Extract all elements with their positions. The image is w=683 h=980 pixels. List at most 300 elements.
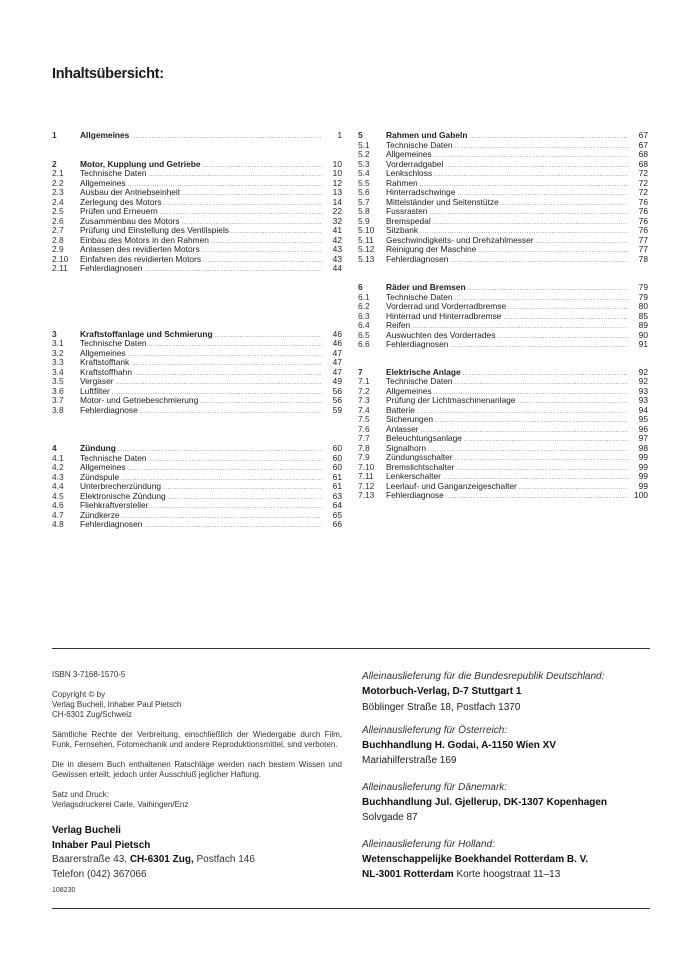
toc-page: 56 <box>332 385 342 396</box>
toc-label: Fliehkraftversteller <box>80 500 149 510</box>
printer-info <box>52 790 342 810</box>
dot-leader <box>508 304 628 314</box>
toc-label: Allgemeines <box>80 177 126 188</box>
toc-number: 3.2 <box>52 347 64 358</box>
dot-leader <box>163 200 322 210</box>
toc-page: 76 <box>638 215 648 226</box>
toc-label: Luftfilter <box>80 385 110 396</box>
toc-label: Technische Daten <box>80 452 147 463</box>
distributor-name: Buchhandlung Jul. Gjellerup, DK-1307 Kopenhagen <box>362 797 608 809</box>
toc-label: Elektronische Zündung <box>80 490 166 501</box>
toc-right-column <box>358 131 648 501</box>
toc-page: 46 <box>332 328 342 339</box>
isbn: ISBN 3-7168-1570-5 <box>52 670 126 679</box>
dot-leader <box>519 484 628 494</box>
toc-page: 77 <box>638 234 648 245</box>
toc-number: 2.10 <box>52 253 69 264</box>
toc-page: 60 <box>332 462 342 472</box>
toc-page: 12 <box>332 177 342 188</box>
toc-page: 99 <box>638 461 648 472</box>
toc-label: Vergaser <box>80 376 114 386</box>
toc-label: Batterie <box>386 404 415 415</box>
toc-label: Motor, Kupplung und Getriebe <box>80 158 201 169</box>
divider-top <box>52 648 650 649</box>
toc-page: 32 <box>332 215 342 226</box>
toc-label: Fehlerdiagnosen <box>80 519 143 529</box>
toc-label: Fehlerdiagnose <box>80 404 138 415</box>
toc-page: 68 <box>638 149 648 159</box>
toc-number: 7.12 <box>358 480 375 491</box>
toc-number: 5.3 <box>358 158 370 169</box>
toc-left-column <box>52 131 342 530</box>
dot-leader <box>446 493 628 503</box>
dot-leader <box>435 417 628 427</box>
toc-number: 7.4 <box>358 404 370 415</box>
distributor-address: Böblinger Straße 18, Postfach 1370 <box>362 701 521 713</box>
toc-label: Sitzbank <box>386 225 419 235</box>
imprint <box>52 670 342 896</box>
toc-number: 3.5 <box>52 376 64 386</box>
toc-number: 5 <box>358 130 363 140</box>
distributor-address: Korte hoogstraat 11–13 <box>456 869 561 881</box>
toc-page: 67 <box>638 139 648 150</box>
toc-label: Zündungsschalter <box>386 452 453 462</box>
distributor-block <box>362 669 662 715</box>
toc-label: Kraftstofftank <box>80 357 130 367</box>
toc-page: 72 <box>638 168 648 178</box>
toc-number: 2 <box>52 158 57 169</box>
toc-page: 65 <box>332 509 342 520</box>
toc-label: Prüfung und Einstellung des Ventilspiels <box>80 225 229 235</box>
toc-page: 56 <box>332 395 342 405</box>
dot-leader <box>536 238 628 248</box>
dot-leader <box>163 484 322 494</box>
dot-leader <box>211 238 322 248</box>
toc-number: 5.1 <box>358 139 370 150</box>
toc-page: 41 <box>332 225 342 235</box>
rights-notice: Sämtliche Rechte der Verbreitung, einschließlich der Wiedergabe durch Film, Funk, Fernsehen, Fotomechanik und andere Reproduktionsmittel, sind verboten. <box>52 730 342 749</box>
page-title: Inhaltsübersicht: <box>52 66 164 82</box>
toc-label: Technische Daten <box>386 376 453 386</box>
toc-section <box>358 368 648 501</box>
dot-leader <box>150 503 322 513</box>
toc-page: 64 <box>332 500 342 510</box>
toc-number: 3 <box>52 328 57 339</box>
dot-leader <box>450 342 628 352</box>
toc-number: 6.1 <box>358 291 370 302</box>
toc-number: 6.5 <box>358 329 370 340</box>
toc-number: 2.4 <box>52 196 64 207</box>
toc-page: 47 <box>332 347 342 358</box>
toc-number: 5.8 <box>358 206 370 216</box>
dot-leader <box>417 408 628 418</box>
toc-number: 3.7 <box>52 395 64 405</box>
copyright <box>52 690 342 720</box>
toc-number: 2.9 <box>52 244 64 254</box>
toc-label: Fehlerdiagnosen <box>386 339 449 349</box>
printer-label: Satz und Druck: <box>52 790 109 799</box>
toc-section <box>52 131 342 141</box>
toc-number: 6 <box>358 282 363 292</box>
toc-page: 98 <box>638 442 648 453</box>
toc-number: 7.5 <box>358 414 370 424</box>
dot-leader <box>455 379 628 389</box>
toc-page: 60 <box>332 452 342 463</box>
toc-number: 7 <box>358 366 363 377</box>
publisher-owner: Inhaber Paul Pietsch <box>52 839 151 851</box>
toc-page: 44 <box>332 263 342 273</box>
toc-page: 93 <box>638 385 648 396</box>
distributor-address: Solvgade 87 <box>362 812 418 824</box>
toc-entry <box>358 491 648 501</box>
toc-label: Hinterradschwinge <box>386 187 456 197</box>
dot-leader <box>182 190 322 200</box>
dot-leader <box>463 370 628 380</box>
toc-number: 6.2 <box>358 301 370 311</box>
dot-leader <box>202 247 322 257</box>
toc-number: 5.6 <box>358 187 370 197</box>
toc-page: 67 <box>638 130 648 140</box>
toc-label: Fehlerdiagnosen <box>386 253 449 264</box>
toc-label: Mittelständer und Seitenstütze <box>386 196 499 207</box>
toc-label: Auswuchten des Vorderrades <box>386 329 496 340</box>
toc-number: 4.4 <box>52 481 64 491</box>
dot-leader <box>450 257 628 267</box>
toc-page: 49 <box>332 376 342 386</box>
dot-leader <box>131 360 322 370</box>
dot-leader <box>434 152 628 162</box>
dot-leader <box>144 266 322 276</box>
toc-label: Zusammenbau des Motors <box>80 215 180 226</box>
dot-leader <box>517 398 628 408</box>
dot-leader <box>497 333 628 343</box>
toc-page: 76 <box>638 196 648 207</box>
toc-page: 97 <box>638 433 648 443</box>
dot-leader <box>434 171 628 181</box>
toc-page: 60 <box>332 443 342 453</box>
toc-page: 93 <box>638 395 648 405</box>
toc-page: 72 <box>638 187 648 197</box>
publisher-name: Verlag Bucheli <box>52 825 121 836</box>
dot-leader <box>215 332 322 342</box>
dot-leader <box>445 162 628 172</box>
toc-number: 5.2 <box>358 149 370 159</box>
toc-label: Zündung <box>80 443 116 453</box>
toc-number: 2.6 <box>52 215 64 226</box>
toc-label: Ausbau der Antriebseinheit <box>80 187 181 197</box>
toc-section <box>358 131 648 264</box>
toc-page: 1 <box>337 130 342 140</box>
dot-leader <box>203 162 323 172</box>
toc-label: Zerlegung des Motors <box>80 196 162 207</box>
toc-label: Einfahren des revidierten Motors <box>80 253 202 264</box>
dot-leader <box>433 219 628 229</box>
toc-label: Zündspule <box>80 471 120 482</box>
publisher-phone: Telefon (042) 367066 <box>52 868 147 880</box>
toc-label: Elektrische Anlage <box>386 366 461 377</box>
disclaimer: Die in diesem Buch enthaltenen Ratschläge werden nach bestem Wissen und Gewissen erteilt, jedoch unter Ausschluß jeglicher Haftung. <box>52 760 342 779</box>
distributor-address: Mariahilferstraße 169 <box>362 755 457 767</box>
distributor-block <box>362 837 662 883</box>
toc-number: 3.1 <box>52 338 64 348</box>
toc-number: 7.1 <box>358 376 370 386</box>
toc-number: 4.3 <box>52 471 64 482</box>
toc-page: 13 <box>332 187 342 197</box>
toc-page: 85 <box>638 310 648 321</box>
toc-label: Technische Daten <box>80 168 147 178</box>
distributor-name: Wetenschappelijke Boekhandel Rotterdam B. V. <box>362 853 589 865</box>
toc-label: Geschwindigkeits- und Drehzahlmesser <box>386 234 534 245</box>
toc-number: 5.9 <box>358 215 370 226</box>
toc-label: Rahmen und Gabeln <box>386 130 468 140</box>
dot-leader <box>455 143 628 153</box>
toc-page: 99 <box>638 471 648 481</box>
dot-leader <box>503 314 628 324</box>
dot-leader <box>231 228 322 238</box>
toc-label: Unterbrecherzündung <box>80 481 162 491</box>
toc-label: Vorderradgabel <box>386 158 444 169</box>
dot-leader <box>464 436 628 446</box>
divider-bottom <box>52 908 650 909</box>
toc-page: 14 <box>332 196 342 207</box>
print-code: 108230 <box>52 887 76 894</box>
dot-leader <box>469 133 628 143</box>
toc-number: 6.6 <box>358 339 370 349</box>
toc-number: 4.5 <box>52 490 64 501</box>
toc-section <box>52 444 342 530</box>
toc-label: Lenkerschalter <box>386 471 441 481</box>
toc-chapter <box>52 131 342 141</box>
toc-number: 7.6 <box>358 423 370 434</box>
toc-page: 47 <box>332 357 342 367</box>
toc-label: Fehlerdiagnosen <box>80 263 143 273</box>
copyright-line: CH-6301 Zug/Schweiz <box>52 710 133 719</box>
toc-number: 7.13 <box>358 490 375 500</box>
toc-label: Zündkerze <box>80 509 120 520</box>
toc-label: Vorderrad und Vorderradbremse <box>386 301 507 311</box>
toc-label: Leerlauf- und Ganganzeigeschalter <box>386 480 517 491</box>
dot-leader <box>149 456 322 466</box>
copyright-line: Verlag Bucheli, Inhaber Paul Pietsch <box>52 700 182 709</box>
toc-label: Technische Daten <box>386 291 453 302</box>
toc-page: 22 <box>332 206 342 216</box>
dot-leader <box>160 209 322 219</box>
toc-label: Motor- und Getriebeschmierung <box>80 395 199 405</box>
toc-section <box>52 330 342 416</box>
publisher-address <box>52 853 342 868</box>
dot-leader <box>455 455 628 465</box>
toc-page: 79 <box>638 291 648 302</box>
toc-label: Rahmen <box>386 177 418 188</box>
dot-leader <box>168 494 322 504</box>
toc-number: 5.12 <box>358 244 375 254</box>
toc-page: 43 <box>332 253 342 264</box>
toc-number: 1 <box>52 130 57 140</box>
toc-page: 79 <box>638 282 648 292</box>
toc-page: 92 <box>638 376 648 386</box>
distributor-region: Alleinauslieferung für die Bundesrepublik Deutschland: <box>362 671 605 682</box>
toc-label: Fehlerdiagnose <box>386 490 444 500</box>
toc-page: 94 <box>638 404 648 415</box>
toc-number: 4.7 <box>52 509 64 520</box>
toc-page: 96 <box>638 423 648 434</box>
toc-label: Allgemeines <box>386 149 432 159</box>
dot-leader <box>122 513 322 523</box>
toc-entry <box>52 406 342 416</box>
toc-number: 7.9 <box>358 452 370 462</box>
toc-page: 46 <box>332 338 342 348</box>
dot-leader <box>468 285 628 295</box>
toc-page: 99 <box>638 480 648 491</box>
toc-page: 61 <box>332 481 342 491</box>
toc-number: 5.10 <box>358 225 375 235</box>
toc-label: Lenkschloss <box>386 168 433 178</box>
toc-label: Einbau des Motors in den Rahmen <box>80 234 209 245</box>
toc-number: 7.8 <box>358 442 370 453</box>
toc-label: Technische Daten <box>386 139 453 150</box>
toc-page: 100 <box>634 490 648 500</box>
distributor-region: Alleinauslieferung für Österreich: <box>362 724 508 736</box>
toc-number: 6.3 <box>358 310 370 321</box>
toc-page: 89 <box>638 320 648 330</box>
toc-number: 2.7 <box>52 225 64 235</box>
toc-number: 4.8 <box>52 519 64 529</box>
dot-leader <box>144 522 322 532</box>
toc-page: 63 <box>332 490 342 501</box>
toc-page: 95 <box>638 414 648 424</box>
toc-page: 91 <box>638 339 648 349</box>
toc-label: Allgemeines <box>80 130 130 140</box>
toc-number: 4 <box>52 443 57 453</box>
distributor-block <box>362 723 662 769</box>
toc-section <box>52 160 342 274</box>
toc-number: 2.8 <box>52 234 64 245</box>
dot-leader <box>149 171 322 181</box>
dot-leader <box>128 351 322 361</box>
toc-page: 76 <box>638 206 648 216</box>
toc-label: Allgemeines <box>80 347 126 358</box>
dot-leader <box>128 465 322 475</box>
toc-label: Bremslichtschalter <box>386 461 455 472</box>
postbox: Postfach 146 <box>196 854 255 865</box>
toc-number: 5.13 <box>358 253 375 264</box>
toc-page: 47 <box>332 366 342 377</box>
city: CH-6301 Zug, <box>129 854 194 865</box>
toc-number: 3.4 <box>52 366 64 377</box>
distributor-block <box>362 780 662 826</box>
toc-label: Fussrasten <box>386 206 428 216</box>
distributor-region: Alleinauslieferung für Dänemark: <box>362 781 508 793</box>
dot-leader <box>131 133 322 143</box>
toc-label: Kraftstoffhahn <box>80 366 132 377</box>
toc-entry <box>358 255 648 265</box>
toc-page: 99 <box>638 452 648 462</box>
toc-label: Allgemeines <box>80 462 126 472</box>
toc-page: 66 <box>332 519 342 529</box>
dot-leader <box>149 341 322 351</box>
copyright-line: Copyright © by <box>52 690 106 699</box>
toc-label: Technische Daten <box>80 338 147 348</box>
toc-section <box>358 283 648 350</box>
toc-number: 7.11 <box>358 471 374 481</box>
dot-leader <box>116 379 322 389</box>
toc-number: 3.3 <box>52 357 64 367</box>
toc-label: Signalhorn <box>386 442 427 453</box>
dot-leader <box>501 200 628 210</box>
toc-label: Hinterrad und Hinterradbremse <box>386 310 502 321</box>
toc-label: Räder und Bremsen <box>386 282 466 292</box>
toc-page: 43 <box>332 244 342 254</box>
toc-page: 68 <box>638 158 648 169</box>
toc-number: 2.11 <box>52 263 68 273</box>
toc-page: 90 <box>638 329 648 340</box>
toc-page: 61 <box>332 471 342 482</box>
dot-leader <box>140 408 322 418</box>
distributor-city: NL-3001 Rotterdam <box>362 869 454 881</box>
toc-label: Allgemeines <box>386 385 432 396</box>
toc-number: 7.10 <box>358 461 375 472</box>
toc-page: 77 <box>638 244 648 254</box>
toc-page: 78 <box>638 253 648 264</box>
toc-page: 59 <box>332 404 342 415</box>
toc-page: 10 <box>332 158 342 169</box>
toc-label: Beleuchtungsanlage <box>386 433 462 443</box>
street: Baarerstraße 43, <box>52 854 128 865</box>
toc-label: Kraftstoffanlage und Schmierung <box>80 328 213 339</box>
toc-page: 72 <box>638 177 648 188</box>
distributor-name: Buchhandlung H. Godai, A-1150 Wien XV <box>362 740 557 752</box>
toc-number: 4.6 <box>52 500 64 510</box>
toc-entry <box>52 264 342 274</box>
dot-leader <box>429 209 628 219</box>
toc-number: 5.4 <box>358 168 370 178</box>
distribution-list <box>362 669 662 891</box>
toc-number: 4.1 <box>52 452 64 463</box>
toc-label: Prüfen und Erneuern <box>80 206 158 216</box>
toc-page: 80 <box>638 301 648 311</box>
dot-leader <box>478 247 628 257</box>
toc-page: 10 <box>332 168 342 178</box>
distributor-region: Alleinauslieferung für Holland: <box>362 838 495 850</box>
toc-number: 2.5 <box>52 206 64 216</box>
toc-page: 76 <box>638 225 648 235</box>
distributor-name: Motorbuch-Verlag, D-7 Stuttgart 1 <box>362 686 522 698</box>
toc-number: 3.8 <box>52 404 64 415</box>
toc-number: 7.2 <box>358 385 370 396</box>
dot-leader <box>200 398 322 408</box>
toc-label: Sicherungen <box>386 414 434 424</box>
toc-number: 7.3 <box>358 395 370 405</box>
toc-number: 2.2 <box>52 177 64 188</box>
toc-entry <box>52 520 342 530</box>
toc-label: Anlassen des revidierten Motors <box>80 244 200 254</box>
toc-number: 5.7 <box>358 196 370 207</box>
toc-number: 6.4 <box>358 320 370 330</box>
toc-number: 7.7 <box>358 433 370 443</box>
toc-page: 92 <box>638 366 648 377</box>
dot-leader <box>428 446 628 456</box>
toc-number: 2.1 <box>52 168 64 178</box>
dot-leader <box>134 370 322 380</box>
toc-label: Anlasser <box>386 423 419 434</box>
toc-number: 5.5 <box>358 177 370 188</box>
printer-name: Verlagsdruckerei Carle, Vaihingen/Enz <box>52 800 189 809</box>
toc-number: 2.3 <box>52 187 64 197</box>
toc-number: 4.2 <box>52 462 64 472</box>
toc-label: Prüfung der Lichtmaschinenanlage <box>386 395 516 405</box>
dot-leader <box>456 465 628 475</box>
toc-label: Reifen <box>386 320 411 330</box>
